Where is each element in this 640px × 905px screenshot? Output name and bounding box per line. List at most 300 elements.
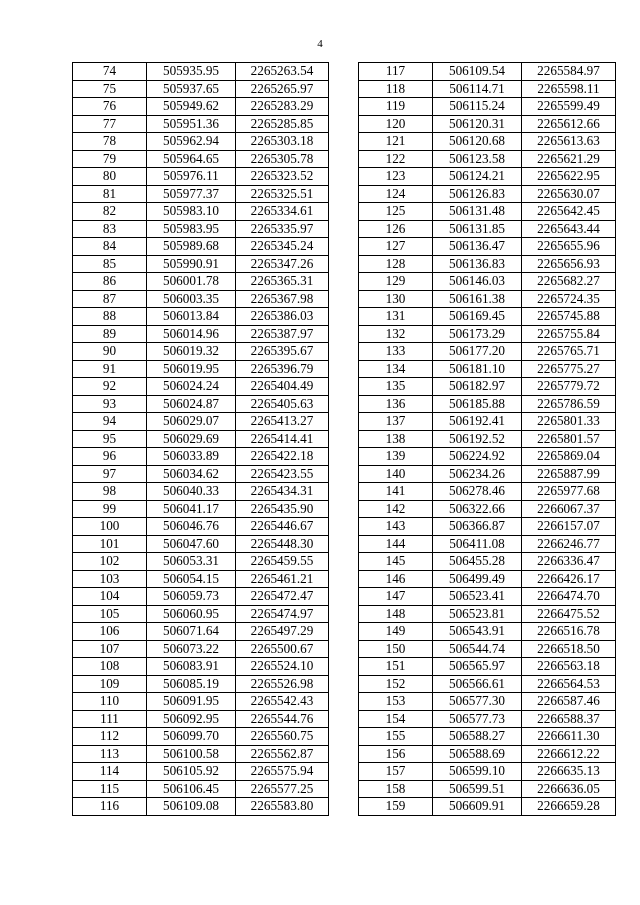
x-coordinate-cell: 506033.89 — [147, 448, 236, 466]
point-number-cell: 147 — [359, 588, 433, 606]
x-coordinate-cell: 506120.31 — [433, 115, 522, 133]
x-coordinate-cell: 505983.95 — [147, 220, 236, 238]
point-number-cell: 78 — [73, 133, 147, 151]
y-coordinate-cell: 2266587.46 — [522, 693, 616, 711]
x-coordinate-cell: 506053.31 — [147, 553, 236, 571]
y-coordinate-cell: 2265584.97 — [522, 63, 616, 81]
y-coordinate-cell: 2265405.63 — [236, 395, 329, 413]
x-coordinate-cell: 506131.48 — [433, 203, 522, 221]
point-number-cell: 149 — [359, 623, 433, 641]
table-row — [359, 98, 616, 116]
y-coordinate-cell: 2265599.49 — [522, 98, 616, 116]
y-coordinate-cell: 2265303.18 — [236, 133, 329, 151]
y-coordinate-cell: 2265642.45 — [522, 203, 616, 221]
table-row — [359, 290, 616, 308]
table-row — [73, 133, 329, 151]
point-number-cell: 122 — [359, 150, 433, 168]
table-row — [73, 745, 329, 763]
table-row — [359, 203, 616, 221]
table-row — [73, 80, 329, 98]
y-coordinate-cell: 2265526.98 — [236, 675, 329, 693]
y-coordinate-cell: 2265422.18 — [236, 448, 329, 466]
table-row — [73, 220, 329, 238]
x-coordinate-cell: 506024.24 — [147, 378, 236, 396]
x-coordinate-cell: 506411.08 — [433, 535, 522, 553]
table-row — [359, 500, 616, 518]
point-number-cell: 98 — [73, 483, 147, 501]
y-coordinate-cell: 2265434.31 — [236, 483, 329, 501]
x-coordinate-cell: 506014.96 — [147, 325, 236, 343]
point-number-cell: 88 — [73, 308, 147, 326]
table-row — [359, 63, 616, 81]
point-number-cell: 118 — [359, 80, 433, 98]
table-row — [359, 623, 616, 641]
y-coordinate-cell: 2265977.68 — [522, 483, 616, 501]
table-row — [73, 710, 329, 728]
x-coordinate-cell: 506366.87 — [433, 518, 522, 536]
table-row — [73, 430, 329, 448]
y-coordinate-cell: 2265459.55 — [236, 553, 329, 571]
point-number-cell: 130 — [359, 290, 433, 308]
point-number-cell: 113 — [73, 745, 147, 763]
y-coordinate-cell: 2266067.37 — [522, 500, 616, 518]
point-number-cell: 158 — [359, 780, 433, 798]
x-coordinate-cell: 506543.91 — [433, 623, 522, 641]
x-coordinate-cell: 506120.68 — [433, 133, 522, 151]
table-row — [359, 483, 616, 501]
point-number-cell: 129 — [359, 273, 433, 291]
y-coordinate-cell: 2265365.31 — [236, 273, 329, 291]
x-coordinate-cell: 506115.24 — [433, 98, 522, 116]
x-coordinate-cell: 506599.10 — [433, 763, 522, 781]
x-coordinate-cell: 506109.08 — [147, 798, 236, 816]
y-coordinate-cell: 2266426.17 — [522, 570, 616, 588]
point-number-cell: 82 — [73, 203, 147, 221]
point-number-cell: 97 — [73, 465, 147, 483]
y-coordinate-cell: 2265497.29 — [236, 623, 329, 641]
table-row — [359, 273, 616, 291]
y-coordinate-cell: 2265423.55 — [236, 465, 329, 483]
x-coordinate-cell: 506024.87 — [147, 395, 236, 413]
point-number-cell: 94 — [73, 413, 147, 431]
table-row — [73, 413, 329, 431]
point-number-cell: 80 — [73, 168, 147, 186]
table-row — [73, 693, 329, 711]
table-row — [73, 360, 329, 378]
x-coordinate-cell: 506047.60 — [147, 535, 236, 553]
table-row — [359, 570, 616, 588]
point-number-cell: 142 — [359, 500, 433, 518]
y-coordinate-cell: 2265387.97 — [236, 325, 329, 343]
point-number-cell: 100 — [73, 518, 147, 536]
point-number-cell: 79 — [73, 150, 147, 168]
table-row — [359, 710, 616, 728]
y-coordinate-cell: 2265598.11 — [522, 80, 616, 98]
point-number-cell: 92 — [73, 378, 147, 396]
table-row — [73, 658, 329, 676]
point-number-cell: 121 — [359, 133, 433, 151]
point-number-cell: 83 — [73, 220, 147, 238]
x-coordinate-cell: 505937.65 — [147, 80, 236, 98]
x-coordinate-cell: 506085.19 — [147, 675, 236, 693]
y-coordinate-cell: 2266475.52 — [522, 605, 616, 623]
y-coordinate-cell: 2265448.30 — [236, 535, 329, 553]
y-coordinate-cell: 2265500.67 — [236, 640, 329, 658]
x-coordinate-cell: 506523.41 — [433, 588, 522, 606]
y-coordinate-cell: 2265775.27 — [522, 360, 616, 378]
point-number-cell: 102 — [73, 553, 147, 571]
x-coordinate-cell: 505990.91 — [147, 255, 236, 273]
point-number-cell: 131 — [359, 308, 433, 326]
x-coordinate-cell: 506182.97 — [433, 378, 522, 396]
x-coordinate-cell: 506192.41 — [433, 413, 522, 431]
x-coordinate-cell: 506609.91 — [433, 798, 522, 816]
point-number-cell: 105 — [73, 605, 147, 623]
table-row — [73, 500, 329, 518]
point-number-cell: 154 — [359, 710, 433, 728]
y-coordinate-cell: 2265305.78 — [236, 150, 329, 168]
table-row — [359, 658, 616, 676]
table-row — [73, 203, 329, 221]
table-row — [73, 763, 329, 781]
x-coordinate-cell: 506173.29 — [433, 325, 522, 343]
x-coordinate-cell: 506099.70 — [147, 728, 236, 746]
y-coordinate-cell: 2265745.88 — [522, 308, 616, 326]
point-number-cell: 157 — [359, 763, 433, 781]
point-number-cell: 151 — [359, 658, 433, 676]
y-coordinate-cell: 2266516.78 — [522, 623, 616, 641]
x-coordinate-cell: 506499.49 — [433, 570, 522, 588]
point-number-cell: 115 — [73, 780, 147, 798]
point-number-cell: 146 — [359, 570, 433, 588]
point-number-cell: 120 — [359, 115, 433, 133]
point-number-cell: 135 — [359, 378, 433, 396]
point-number-cell: 84 — [73, 238, 147, 256]
y-coordinate-cell: 2265542.43 — [236, 693, 329, 711]
point-number-cell: 123 — [359, 168, 433, 186]
x-coordinate-cell: 505935.95 — [147, 63, 236, 81]
table-row — [73, 640, 329, 658]
x-coordinate-cell: 506136.83 — [433, 255, 522, 273]
x-coordinate-cell: 506091.95 — [147, 693, 236, 711]
x-coordinate-cell: 506544.74 — [433, 640, 522, 658]
table-row — [359, 150, 616, 168]
table-row — [73, 570, 329, 588]
y-coordinate-cell: 2265560.75 — [236, 728, 329, 746]
table-row — [73, 273, 329, 291]
y-coordinate-cell: 2265655.96 — [522, 238, 616, 256]
y-coordinate-cell: 2266157.07 — [522, 518, 616, 536]
point-number-cell: 143 — [359, 518, 433, 536]
point-number-cell: 150 — [359, 640, 433, 658]
x-coordinate-cell: 506588.69 — [433, 745, 522, 763]
table-row — [73, 378, 329, 396]
table-row — [73, 98, 329, 116]
point-number-cell: 126 — [359, 220, 433, 238]
y-coordinate-cell: 2266564.53 — [522, 675, 616, 693]
x-coordinate-cell: 506019.95 — [147, 360, 236, 378]
table-row — [73, 448, 329, 466]
y-coordinate-cell: 2265345.24 — [236, 238, 329, 256]
x-coordinate-cell: 506003.35 — [147, 290, 236, 308]
x-coordinate-cell: 505983.10 — [147, 203, 236, 221]
y-coordinate-cell: 2266588.37 — [522, 710, 616, 728]
point-number-cell: 124 — [359, 185, 433, 203]
point-number-cell: 93 — [73, 395, 147, 413]
point-number-cell: 112 — [73, 728, 147, 746]
point-number-cell: 81 — [73, 185, 147, 203]
table-row — [73, 325, 329, 343]
y-coordinate-cell: 2265367.98 — [236, 290, 329, 308]
x-coordinate-cell: 506001.78 — [147, 273, 236, 291]
x-coordinate-cell: 506114.71 — [433, 80, 522, 98]
point-number-cell: 75 — [73, 80, 147, 98]
point-number-cell: 153 — [359, 693, 433, 711]
point-number-cell: 159 — [359, 798, 433, 816]
y-coordinate-cell: 2265577.25 — [236, 780, 329, 798]
table-row — [359, 640, 616, 658]
point-number-cell: 141 — [359, 483, 433, 501]
table-row — [359, 325, 616, 343]
point-number-cell: 104 — [73, 588, 147, 606]
x-coordinate-cell: 506083.91 — [147, 658, 236, 676]
y-coordinate-cell: 2265472.47 — [236, 588, 329, 606]
y-coordinate-cell: 2265613.63 — [522, 133, 616, 151]
point-number-cell: 90 — [73, 343, 147, 361]
y-coordinate-cell: 2265461.21 — [236, 570, 329, 588]
y-coordinate-cell: 2266518.50 — [522, 640, 616, 658]
table-row — [73, 465, 329, 483]
table-row — [359, 605, 616, 623]
y-coordinate-cell: 2265347.26 — [236, 255, 329, 273]
x-coordinate-cell: 506105.92 — [147, 763, 236, 781]
y-coordinate-cell: 2265887.99 — [522, 465, 616, 483]
table-row — [359, 518, 616, 536]
point-number-cell: 156 — [359, 745, 433, 763]
y-coordinate-cell: 2266474.70 — [522, 588, 616, 606]
x-coordinate-cell: 506046.76 — [147, 518, 236, 536]
point-number-cell: 139 — [359, 448, 433, 466]
x-coordinate-cell: 506599.51 — [433, 780, 522, 798]
point-number-cell: 152 — [359, 675, 433, 693]
x-coordinate-cell: 506106.45 — [147, 780, 236, 798]
table-row — [359, 745, 616, 763]
point-number-cell: 101 — [73, 535, 147, 553]
table-row — [359, 588, 616, 606]
y-coordinate-cell: 2265575.94 — [236, 763, 329, 781]
point-number-cell: 107 — [73, 640, 147, 658]
table-row — [73, 238, 329, 256]
table-row — [359, 360, 616, 378]
y-coordinate-cell: 2266659.28 — [522, 798, 616, 816]
point-number-cell: 125 — [359, 203, 433, 221]
x-coordinate-cell: 506177.20 — [433, 343, 522, 361]
point-number-cell: 140 — [359, 465, 433, 483]
y-coordinate-cell: 2265612.66 — [522, 115, 616, 133]
point-number-cell: 119 — [359, 98, 433, 116]
point-number-cell: 108 — [73, 658, 147, 676]
x-coordinate-cell: 506322.66 — [433, 500, 522, 518]
y-coordinate-cell: 2265724.35 — [522, 290, 616, 308]
point-number-cell: 136 — [359, 395, 433, 413]
point-number-cell: 111 — [73, 710, 147, 728]
y-coordinate-cell: 2265404.49 — [236, 378, 329, 396]
x-coordinate-cell: 506577.73 — [433, 710, 522, 728]
x-coordinate-cell: 506109.54 — [433, 63, 522, 81]
y-coordinate-cell: 2265334.61 — [236, 203, 329, 221]
table-row — [73, 483, 329, 501]
x-coordinate-cell: 506455.28 — [433, 553, 522, 571]
x-coordinate-cell: 505949.62 — [147, 98, 236, 116]
x-coordinate-cell: 506060.95 — [147, 605, 236, 623]
table-row — [359, 185, 616, 203]
y-coordinate-cell: 2266563.18 — [522, 658, 616, 676]
point-number-cell: 74 — [73, 63, 147, 81]
point-number-cell: 109 — [73, 675, 147, 693]
table-row — [73, 675, 329, 693]
table-row — [359, 220, 616, 238]
table-row — [73, 518, 329, 536]
point-number-cell: 128 — [359, 255, 433, 273]
table-row — [73, 290, 329, 308]
point-number-cell: 137 — [359, 413, 433, 431]
y-coordinate-cell: 2265335.97 — [236, 220, 329, 238]
y-coordinate-cell: 2265395.67 — [236, 343, 329, 361]
coordinates-table-left — [72, 62, 329, 816]
page-number: 4 — [317, 38, 323, 50]
y-coordinate-cell: 2265630.07 — [522, 185, 616, 203]
y-coordinate-cell: 2265801.33 — [522, 413, 616, 431]
point-number-cell: 91 — [73, 360, 147, 378]
y-coordinate-cell: 2265323.52 — [236, 168, 329, 186]
table-row — [73, 623, 329, 641]
x-coordinate-cell: 506588.27 — [433, 728, 522, 746]
table-row — [359, 675, 616, 693]
y-coordinate-cell: 2265544.76 — [236, 710, 329, 728]
x-coordinate-cell: 506019.32 — [147, 343, 236, 361]
y-coordinate-cell: 2265265.97 — [236, 80, 329, 98]
point-number-cell: 145 — [359, 553, 433, 571]
y-coordinate-cell: 2265435.90 — [236, 500, 329, 518]
x-coordinate-cell: 505976.11 — [147, 168, 236, 186]
x-coordinate-cell: 506146.03 — [433, 273, 522, 291]
point-number-cell: 127 — [359, 238, 433, 256]
point-number-cell: 76 — [73, 98, 147, 116]
point-number-cell: 117 — [359, 63, 433, 81]
table-row — [73, 728, 329, 746]
x-coordinate-cell: 506192.52 — [433, 430, 522, 448]
x-coordinate-cell: 506565.97 — [433, 658, 522, 676]
y-coordinate-cell: 2265682.27 — [522, 273, 616, 291]
x-coordinate-cell: 506234.26 — [433, 465, 522, 483]
y-coordinate-cell: 2265869.04 — [522, 448, 616, 466]
y-coordinate-cell: 2265524.10 — [236, 658, 329, 676]
y-coordinate-cell: 2265583.80 — [236, 798, 329, 816]
table-row — [73, 308, 329, 326]
table-row — [73, 588, 329, 606]
y-coordinate-cell: 2266611.30 — [522, 728, 616, 746]
y-coordinate-cell: 2265656.93 — [522, 255, 616, 273]
table-row — [359, 115, 616, 133]
table-row — [359, 535, 616, 553]
table-row — [73, 780, 329, 798]
table-row — [359, 430, 616, 448]
point-number-cell: 86 — [73, 273, 147, 291]
table-row — [73, 798, 329, 816]
point-number-cell: 110 — [73, 693, 147, 711]
x-coordinate-cell: 506185.88 — [433, 395, 522, 413]
x-coordinate-cell: 506181.10 — [433, 360, 522, 378]
table-row — [73, 343, 329, 361]
x-coordinate-cell: 505989.68 — [147, 238, 236, 256]
x-coordinate-cell: 506124.21 — [433, 168, 522, 186]
table-row — [359, 728, 616, 746]
x-coordinate-cell: 506059.73 — [147, 588, 236, 606]
y-coordinate-cell: 2265325.51 — [236, 185, 329, 203]
x-coordinate-cell: 505951.36 — [147, 115, 236, 133]
table-row — [359, 255, 616, 273]
y-coordinate-cell: 2265474.97 — [236, 605, 329, 623]
point-number-cell: 85 — [73, 255, 147, 273]
table-row — [73, 255, 329, 273]
y-coordinate-cell: 2265779.72 — [522, 378, 616, 396]
table-row — [73, 150, 329, 168]
x-coordinate-cell: 506071.64 — [147, 623, 236, 641]
x-coordinate-cell: 506029.07 — [147, 413, 236, 431]
y-coordinate-cell: 2265396.79 — [236, 360, 329, 378]
point-number-cell: 87 — [73, 290, 147, 308]
x-coordinate-cell: 506278.46 — [433, 483, 522, 501]
point-number-cell: 77 — [73, 115, 147, 133]
x-coordinate-cell: 506040.33 — [147, 483, 236, 501]
y-coordinate-cell: 2265755.84 — [522, 325, 616, 343]
table-row — [73, 553, 329, 571]
x-coordinate-cell: 505977.37 — [147, 185, 236, 203]
point-number-cell: 144 — [359, 535, 433, 553]
x-coordinate-cell: 506034.62 — [147, 465, 236, 483]
point-number-cell: 148 — [359, 605, 433, 623]
y-coordinate-cell: 2266635.13 — [522, 763, 616, 781]
table-row — [359, 780, 616, 798]
table-row — [73, 605, 329, 623]
y-coordinate-cell: 2265765.71 — [522, 343, 616, 361]
point-number-cell: 95 — [73, 430, 147, 448]
y-coordinate-cell: 2265621.29 — [522, 150, 616, 168]
table-row — [73, 115, 329, 133]
y-coordinate-cell: 2265386.03 — [236, 308, 329, 326]
x-coordinate-cell: 505964.65 — [147, 150, 236, 168]
y-coordinate-cell: 2265413.27 — [236, 413, 329, 431]
table-row — [359, 133, 616, 151]
table-row — [359, 553, 616, 571]
x-coordinate-cell: 506523.81 — [433, 605, 522, 623]
x-coordinate-cell: 506054.15 — [147, 570, 236, 588]
point-number-cell: 133 — [359, 343, 433, 361]
y-coordinate-cell: 2265786.59 — [522, 395, 616, 413]
coordinates-table-right — [358, 62, 616, 816]
x-coordinate-cell: 506566.61 — [433, 675, 522, 693]
table-row — [359, 343, 616, 361]
x-coordinate-cell: 506224.92 — [433, 448, 522, 466]
y-coordinate-cell: 2265562.87 — [236, 745, 329, 763]
x-coordinate-cell: 506126.83 — [433, 185, 522, 203]
point-number-cell: 132 — [359, 325, 433, 343]
y-coordinate-cell: 2265283.29 — [236, 98, 329, 116]
table-row — [359, 395, 616, 413]
y-coordinate-cell: 2266636.05 — [522, 780, 616, 798]
x-coordinate-cell: 506123.58 — [433, 150, 522, 168]
x-coordinate-cell: 506100.58 — [147, 745, 236, 763]
